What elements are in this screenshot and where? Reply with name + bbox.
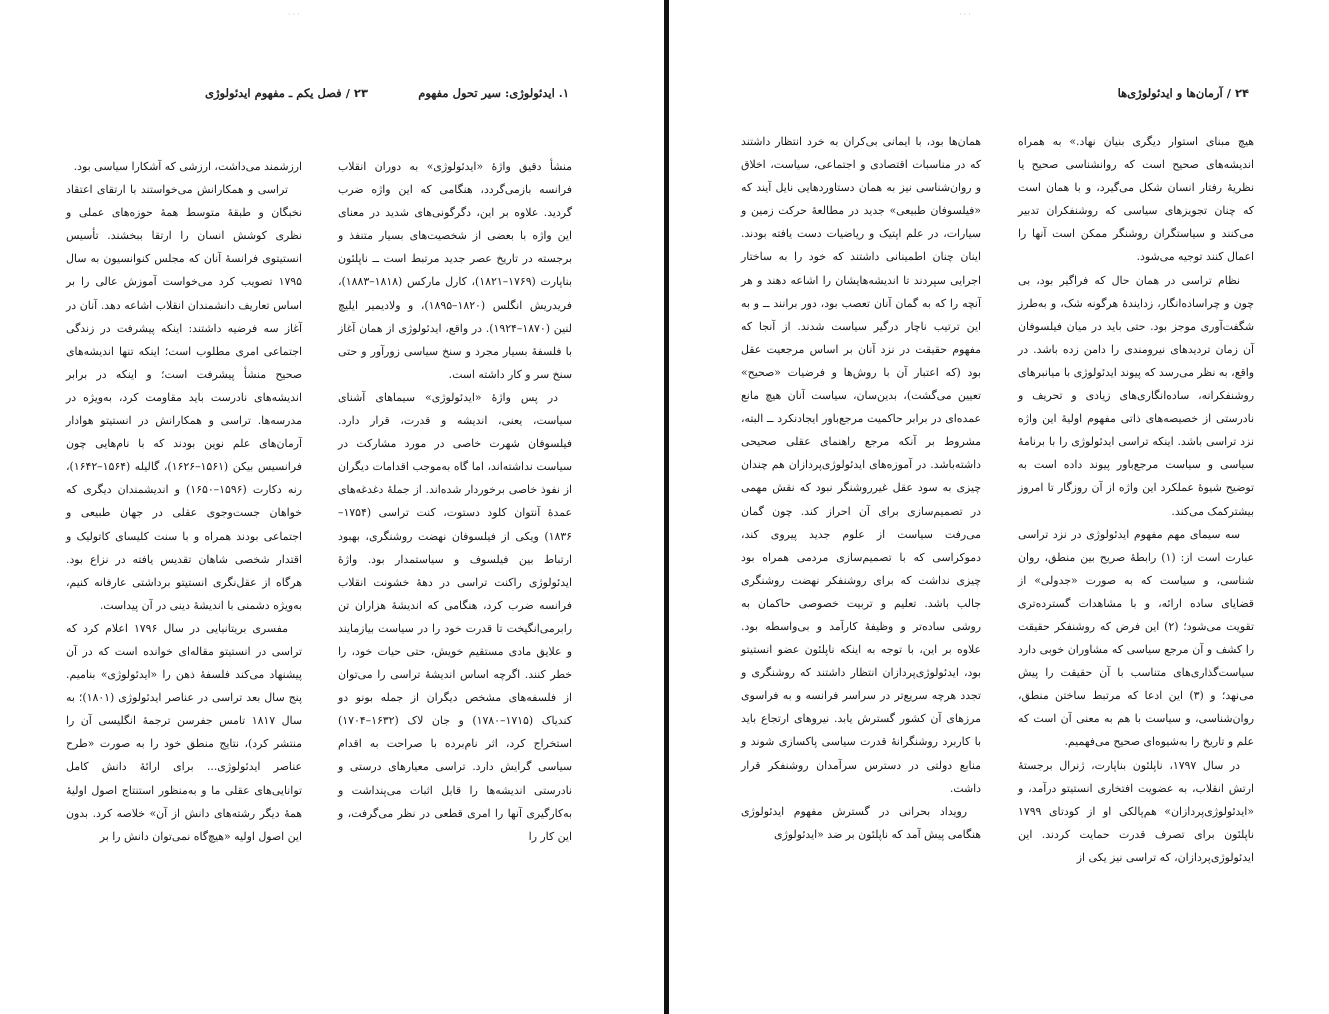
page-number: ۲۴	[1234, 86, 1249, 100]
paragraph: مفسری بریتانیایی در سال ۱۷۹۶ اعلام کرد که تراسی در انستیتو مقاله‌ای خوانده است که در آن پیشنهاد می‌کند فلسفهٔ ذهن را «ایدئولوژی» بنامیم. پنج سال بعد تراسی در عناصر ایدئولوژی (۱۸۰۱)؛ به سال ۱۸۱۷ تامس جفرسن ترجمهٔ انگلیسی آن را منتشر کرد)، نتایج منطق خود را به صورت «طرح عناصر ایدئولوژی... برای ارائهٔ دانش کامل توانایی‌های عقلی ما و به‌منظور استنتاج اصول اولیهٔ همهٔ دیگر رشته‌های دانش از آن» خلاصه کرد. بدون این اصول اولیه «هیچ‌گاه نمی‌توان دانش را بر	[66, 621, 302, 843]
paragraph: منشأ دقیق واژهٔ «ایدئولوژی» به دوران انقلاب فرانسه بازمی‌گردد، هنگامی که این واژه ضرب گردید. علاوه بر این، دگرگونی‌های شدید در معنای این واژه با بعضی از شخصیت‌های بسیار متنفذ و برجسته در تاریخ عصر جدید مرتبط است ــ ناپلئون بناپارت (۱۷۶۹–۱۸۲۱)، کارل مارکس (۱۸۱۸–۱۸۸۳)، فریدریش انگلس (۱۸۲۰–۱۸۹۵)، و ولادیمیر ایلیچ لنین (۱۸۷۰–۱۹۲۴). در واقع، ایدئولوژی از همان آغاز با فلسفهٔ بسیار مجرد و سنخ سیاسی زورآور و حتی سنخ سر و کار داشته است.	[338, 160, 572, 381]
scan-mark: ···	[288, 10, 302, 19]
left-page-column-right	[338, 155, 572, 848]
right-page-column-left	[741, 130, 981, 846]
header-separator: /	[345, 86, 350, 100]
right-page	[669, 0, 1329, 1014]
paragraph: نظام تراسی در همان حال که فراگیر بود، بی چون و چراساده‌انگار، زدایندهٔ هرگونه شک، و به‌طرز شگفت‌آوری موجز بود. حتی باید در میان فیلسوفان آن زمان تردیدهای نیرومندی را دامن زده باشد. در واقع، به نظر می‌رسد که پیوند ایدئولوژی با میانبرهای روشنفکرانه، ساده‌انگاری‌های زیادی و تحریف و نادرستی از خصیصه‌های ذاتی مفهوم اولیهٔ این واژه نزد تراسی باشد. اینکه تراسی ایدئولوژی را با برنامهٔ سیاسی و سیاست مرجع‌باور پیوند داده است به توضیح شیوهٔ عملکرد این واژه از آن روزگار تا امروز بیشترکمک می‌کند.	[1018, 273, 1254, 518]
section-title-header	[418, 86, 569, 100]
left-page	[0, 0, 664, 1014]
paragraph: تراسی و همکارانش می‌خواستند با ارتقای اعتقاد نخبگان و طبقهٔ متوسط همهٔ حوزه‌های عملی و نظری کوشش انسان را ارتقا ببخشند. تأسیس انستیتوی فرانسهٔ آنان که مجلس کنوانسیون به سال ۱۷۹۵ تصویب کرد می‌خواست آموزش عالی را بر اساس تعاریف دانشمندان انقلاب اشاعه دهد. آنان در آغاز سه فرضیه داشتند: اینکه پیشرفت در زندگی اجتماعی امری مطلوب است؛ اینکه تنها اندیشه‌های صحیح منشأ پیشرفت است؛ و اینکه در برابر اندیشه‌های نادرست باید مقاومت کرد، به‌ویژه در مدرسه‌ها. تراسی و همکارانش در انستیتو هوادار آرمان‌های علم نوین بودند که با نام‌هایی چون فرانسیس بیکن (۱۵۶۱–۱۶۲۶)، گالیله (۱۵۶۴–۱۶۴۲)، رنه دکارت (۱۵۹۶–۱۶۵۰) و اندیشمندان دیگری که خواهان جست‌وجوی عقلی در جهان طبیعی و اجتماعی بودند همراه و با سنت کلیسای کاتولیک و اقتدار شخصی شاهان تقدیس یافته در نزاع بود. هرگاه از عقل‌نگری انستیتو برداشتی عارفانه کنیم، به‌ویژه دشمنی با اندیشهٔ دینی در آن پیداست.	[66, 183, 302, 612]
paragraph: همان‌ها بود، با ایمانی بی‌کران به خرد انتظار داشتند که در مناسبات اقتصادی و اجتماعی، سیاست، اخلاق و روان‌شناسی نیز به همان دستاوردهایی نایل آیند که «فیلسوفان طبیعی» جدید در مطالعهٔ حرکت زمین و سیارات، در علم اپتیک و ریاضیات دست یافته بودند. اینان چنان اطمینانی داشتند که خود را به ساختار اجرایی سپردند تا اندیشه‌هایشان را اشاعه دهند و هر آنچه را که به گمان آنان تعصب بود، دور برانند ــ و به این ترتیب ناچار درگیر سیاست شدند. از آنجا که مفهوم حقیقت در نزد آنان بر اساس مرجعیت عقل بود (که اعتبار آن با روش‌ها و فرضیات «صحیح» تعیین می‌گشت)، بدین‌سان، سیاست آنان هیچ مانع عمده‌ای در برابر حاکمیت مرجع‌باور ایجادنکرد ــ البته، مشروط بر آنکه مرجع راهنمای عقلی صحیحی داشته‌باشد. در آموزه‌های ایدئولوژی‌پردازان هم چندان چیزی به سود عقل غیرروشنگر نبود که نقش مهمی در تصمیم‌سازی برای آن احراز کند. چون گمان می‌رفت سیاست از علوم جدید پیروی کند، دموکراسی که با تصمیم‌سازی مردمی همراه بود چیزی نداشت که برای روشنفکر نهضت روشنگری جالب باشد. تعلیم و تربیت خصوصی حاکمان به روشی ساده‌تر و وظیفهٔ کارآمد و بی‌واسطه بود. علاوه بر این، با توجه به اینکه ناپلئون عضو انستیتو بود، ایدئولوژی‌پردازان انتظار داشتند که روشنگری و تجدد هرچه سریع‌تر در سراسر فرانسه و به فراسوی مرزهای آن کشور گسترش یابد. نیروهای ارتجاع باید با کاربرد روشنگرانهٔ قدرت سیاسی پاکسازی شوند و منابع دولتی در دسترس سرآمدان روشنفکر قرار داشت.	[741, 135, 981, 795]
paragraph: در سال ۱۷۹۷، ناپلئون بناپارت، ژنرال برجستهٔ ارتش انقلاب، به عضویت افتخاری انستیتو درآمد، و «ایدئولوژی‌پردازان» هم‌پالکی او از کودتای ۱۷۹۹ ناپلئون برای تصرف قدرت حمایت کردند. این ایدئولوژی‌پردازان، که تراسی نیز یکی از	[1018, 758, 1254, 864]
right-page-header	[1118, 86, 1249, 100]
paragraph: هیچ مبنای استوار دیگری بنیان نهاد.» به همراه اندیشه‌های صحیح است که روانشناسی صحیح یا نظریهٔ رفتار انسان شکل می‌گیرد، و با همان است که چنان تجویزهای سیاسی که روشنفکران تدبیر می‌کنند و سیاستگران روشنگر ممکن است آنها را اعمال کنند توجیه می‌شود.	[1018, 135, 1254, 264]
right-page-column-right	[1018, 130, 1254, 869]
scan-mark: ···	[959, 10, 973, 19]
left-page-column-left	[66, 155, 302, 848]
header-separator: /	[1226, 86, 1231, 100]
paragraph: ارزشمند می‌داشت، ارزشی که آشکارا سیاسی بود.	[73, 160, 302, 173]
page-number: ۲۳	[353, 86, 368, 100]
book-title: آرمان‌ها و ایدئولوژی‌ها	[1117, 86, 1223, 100]
paragraph: سه سیمای مهم مفهوم ایدئولوژی در نزد تراسی عبارت است از: (۱) رابطهٔ صریح بین منطق، روان شناسی، و سیاست که به صورت «جدولی» از قضایای ساده ارائه، و با مشاهدات گسترده‌تری تقویت می‌شود؛ (۲) این فرض که روشنفکر حقیقت را کشف و آن مرجع سیاسی که مشاوران خوبی دارد سیاست‌گذاری‌های متناسب با آن حقیقت را پیش می‌نهد؛ و (۳) این ادعا که مرتبط ساختن منطق، روان‌شناسی، و سیاست با هم به معنی آن است که علم و تاریخ را به‌شیوه‌ای صحیح می‌فهمیم.	[1018, 527, 1254, 749]
section-title: ۱. ایدئولوژی: سیر تحول مفهوم	[418, 86, 569, 100]
left-page-header	[205, 86, 368, 100]
paragraph: رویداد بحرانی در گسترش مفهوم ایدئولوژی هنگامی پیش آمد که ناپلئون بر ضد «ایدئولوژی‌	[741, 804, 981, 841]
chapter-title: فصل یکم ـ مفهوم ایدئولوژی	[205, 86, 342, 100]
paragraph: در پس واژهٔ «ایدئولوژی» سیماهای آشنای سیاست، یعنی، اندیشه و قدرت، قرار دارد. فیلسوفان شهرت خاصی در مورد مشارکت در سیاست نداشته‌اند، اما گاه به‌موجب اقدامات دیگران از نفوذ خاصی برخوردار شده‌اند. از جملهٔ دغدغه‌های عمدهٔ آنتوان کلود دستوت، کنت تراسی (۱۷۵۴–۱۸۳۶) ویکی از فیلسوفان نهضت روشنگری، بهبود ارتباط بین فیلسوف و سیاستمدار بود. واژهٔ ایدئولوژی راکنت تراسی در دههٔ خشونت انقلاب فرانسه ضرب کرد، هنگامی که اندیشهٔ هزاران تن رابرمی‌انگیخت تا قدرت خود را در سیاست بیازمایند و علایق مادی مستقیم خویش، حتی حیات خود، را خطر کنند. اگرچه اساس اندیشهٔ تراسی را می‌توان از فلسفه‌های مشخص دیگران از جمله بونو دو کندیاک (۱۷۱۵–۱۷۸۰) و جان لاک (۱۶۳۲–۱۷۰۴) استخراج کرد، اثر نام‌برده با صراحت به اقدام سیاسی گرایش دارد. تراسی معیارهای درستی و نادرستی اندیشه‌ها را قابل اثبات می‌پنداشت و به‌کارگیری آنها را امری قطعی در نظر می‌گرفت، و این کار را	[338, 390, 572, 843]
